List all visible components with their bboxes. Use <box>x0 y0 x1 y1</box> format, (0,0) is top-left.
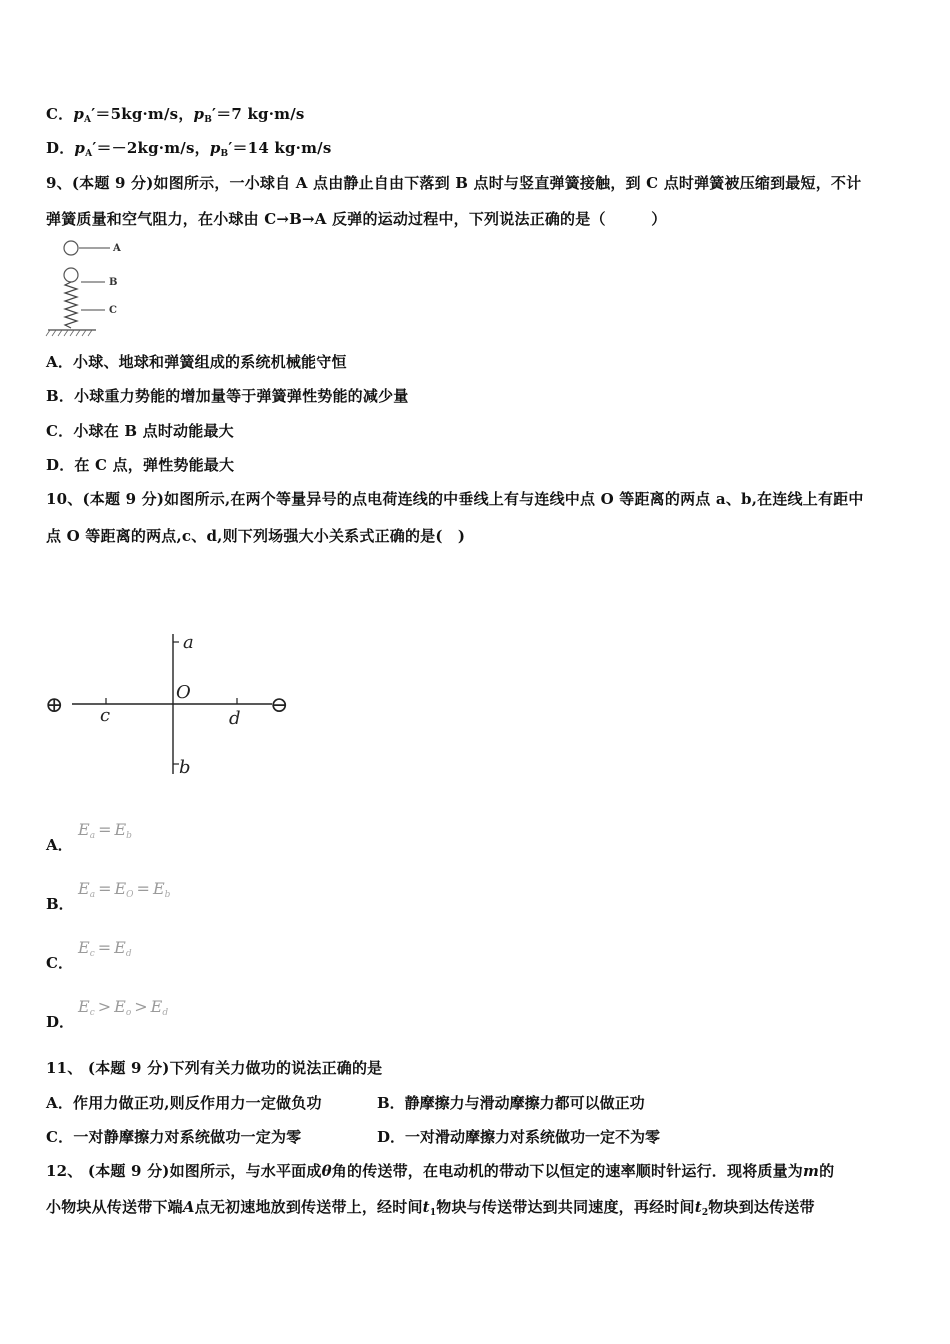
q10-option-c-formula: $E_c = E_d$ <box>78 938 132 959</box>
q11-option-a: A．作用力做正功,则反作用力一定做负功 <box>46 1094 322 1112</box>
q9-stem-line1: 9、(本题 9 分)如图所示，一小球自 A 点由静止自由下落到 B 点时与竖直弹簧接触，到 C 点时弹簧被压缩到最短，不计 <box>46 174 862 192</box>
q9-option-d: D．在 C 点，弹性势能最大 <box>46 456 235 474</box>
q12-stem-line2: 小物块从传送带下端A点无初速地放到传送带上，经时间$t_1$物块与传送带达到共同速度，再经时间$t_2$物块到达传送带 <box>46 1198 815 1218</box>
q10-option-a-label: A． <box>46 836 73 854</box>
q9-option-a: A．小球、地球和弹簧组成的系统机械能守恒 <box>46 353 347 371</box>
q10-option-d-label: D． <box>46 1013 75 1031</box>
label-a: a <box>183 632 194 653</box>
label-c: C <box>109 305 117 316</box>
ball-at-a <box>64 241 78 255</box>
q9-stem-line2: 弹簧质量和空气阻力，在小球由 C→B→A 反弹的运动过程中，下列说法正确的是（ ） <box>46 210 667 228</box>
q11-option-b: B．静摩擦力与滑动摩擦力都可以做正功 <box>377 1094 645 1112</box>
q10-field-figure <box>44 630 304 780</box>
label-b: b <box>179 757 191 778</box>
label-b: B <box>109 277 118 288</box>
label-c: c <box>100 705 111 726</box>
label-d: d <box>229 708 241 729</box>
q12-stem-line1: 12、 (本题 9 分)如图所示，与水平面成θ角的传送带，在电动机的带动下以恒定的速率顺时针运行．现将质量为m的 <box>46 1162 835 1180</box>
ground-hatch <box>46 330 92 336</box>
q9-spring-figure <box>44 236 134 340</box>
q11-stem: 11、 (本题 9 分)下列有关力做功的说法正确的是 <box>46 1059 383 1077</box>
label-a: A <box>113 243 121 254</box>
q10-option-c-label: C． <box>46 954 73 972</box>
q10-option-a-formula: $E_a = E_b$ <box>78 820 132 841</box>
label-o: O <box>176 682 191 703</box>
positive-charge: ⊕ <box>45 693 64 718</box>
q9-option-c: C．小球在 B 点时动能最大 <box>46 422 234 440</box>
q9-option-b: B．小球重力势能的增加量等于弹簧弹性势能的减少量 <box>46 387 409 405</box>
spring <box>65 282 77 328</box>
negative-charge: ⊖ <box>270 693 289 718</box>
q11-option-d: D．一对滑动摩擦力对系统做功一定不为零 <box>377 1128 661 1146</box>
ball-at-b <box>64 268 78 282</box>
q10-option-b-formula: $E_a = E_O = E_b$ <box>78 879 171 900</box>
q8-option-d: D．$p_A'=-2kg\cdot m/s$，$p_B'=14$ kg·m/s <box>46 139 332 159</box>
q8-option-c: C．$p_A'=5kg\cdot m/s$，$p_B'=7$ kg·m/s <box>46 105 305 125</box>
q10-stem-line2: 点 O 等距离的两点,c、d,则下列场强大小关系式正确的是( ) <box>46 527 466 545</box>
q11-option-c: C．一对静摩擦力对系统做功一定为零 <box>46 1128 302 1146</box>
q10-option-b-label: B． <box>46 895 74 913</box>
q10-stem-line1: 10、(本题 9 分)如图所示,在两个等量异号的点电荷连线的中垂线上有与连线中点 O 等距离的两点 a、b,在连线上有距中 <box>46 490 864 508</box>
q10-option-d-formula: $E_c > E_o > E_d$ <box>78 997 169 1018</box>
